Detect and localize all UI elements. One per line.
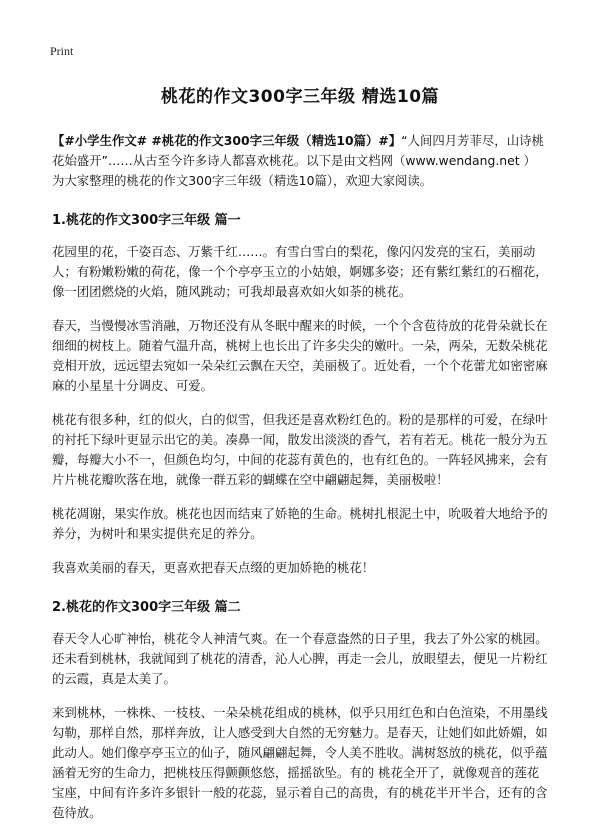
page-title: 桃花的作文300字三年级 精选10篇 bbox=[160, 87, 440, 107]
section-title-2: 2.桃花的作文300字三年级 篇二 bbox=[52, 600, 241, 615]
paragraph: 春天令人心旷神怡，桃花令人神清气爽。在一个春意盎然的日子里，我去了外公家的桃园。还未看到桃林，我就闻到了桃花的清香，沁人心脾，再走一会儿，放眼望去，便见一片粉红的云霞，真是太美了。 bbox=[52, 631, 548, 686]
intro-tags: 【#小学生作文# #桃花的作文300字三年级（精选10篇）#】 bbox=[52, 133, 402, 148]
paragraph: 花园里的花，千姿百态、万紫千红……。有雪白雪白的梨花，像闪闪发亮的宝石，美丽动人；有粉嫩粉嫩的荷花，像一个个亭亭玉立的小姑娘，婀娜多姿；还有紫红紫红的石榴花，像一团团燃烧的火焰，随风跳动；可我却最喜欢如火如荼的桃花。 bbox=[52, 244, 548, 299]
intro-text: “人间四月芳菲尽，山诗桃花始盛开”……从古至今许多诗人都喜欢桃花。以下是由文档网（www.wendang.net ）为大家整理的桃花的作文300字三年级（精选10篇），欢迎大家阅读。 bbox=[52, 133, 544, 188]
intro-paragraph bbox=[52, 131, 548, 191]
paragraph: 来到桃林，一株株、一枝枝、一朵朵桃花组成的桃林，似乎只用红色和白色渲染，不用墨线勾勒，那样自然，那样奔放，让人感受到大自然的无穷魅力。是春天，让她们如此娇媚，如此动人。她们像亭亭玉立的仙子，随风翩翩起舞，令人美不胜收。满树怒放的桃花，似乎蕴涵着无穷的生命力，把桃枝压得颤颤悠悠，摇摇欲坠。有的 桃花全开了，就像观音的莲花宝座，中间有许多许多银针一般的花蕊，显示着自己的高贵，有的桃花半开半合，还有的含苞待放。 bbox=[52, 705, 548, 820]
paragraph: 桃花有很多种，红的似火，白的似雪，但我还是喜欢粉红色的。粉的是那样的可爱，在绿叶的衬托下绿叶更显示出它的美。凑鼻一闻，散发出淡淡的香气，若有若无。桃花一般分为五瓣，每瓣大小不一，但颜色均匀，中间的花蕊有黄色的，也有红色的。一阵轻风拂来，会有片片桃花瓣吹落在地，就像一群五彩的蝴蝶在空中翩翩起舞，美丽极啦！ bbox=[52, 412, 548, 487]
paragraph: 春天，当慢慢冰雪消融，万物还没有从冬眠中醒来的时候，一个个含苞待放的花骨朵就长在细细的树枝上。随着气温升高，桃树上也长出了许多尖尖的嫩叶。一朵，两朵，无数朵桃花竞相开放，远远望去宛如一朵朵红云飘在天空，美丽极了。近处看，一个个花蕾尤如密密麻麻的小星星十分调皮、可爱。 bbox=[52, 318, 548, 393]
section-title-1: 1.桃花的作文300字三年级 篇一 bbox=[52, 213, 241, 228]
paragraph: 我喜欢美丽的春天，更喜欢把春天点缀的更加娇艳的桃花！ bbox=[52, 560, 375, 575]
paragraph: 桃花凋谢，果实作放。桃花也因而结束了娇艳的生命。桃树扎根泥土中，吮吸着大地给予的养分，为树叶和果实提供充足的养分。 bbox=[52, 506, 548, 541]
print-link[interactable]: Print bbox=[50, 44, 74, 58]
